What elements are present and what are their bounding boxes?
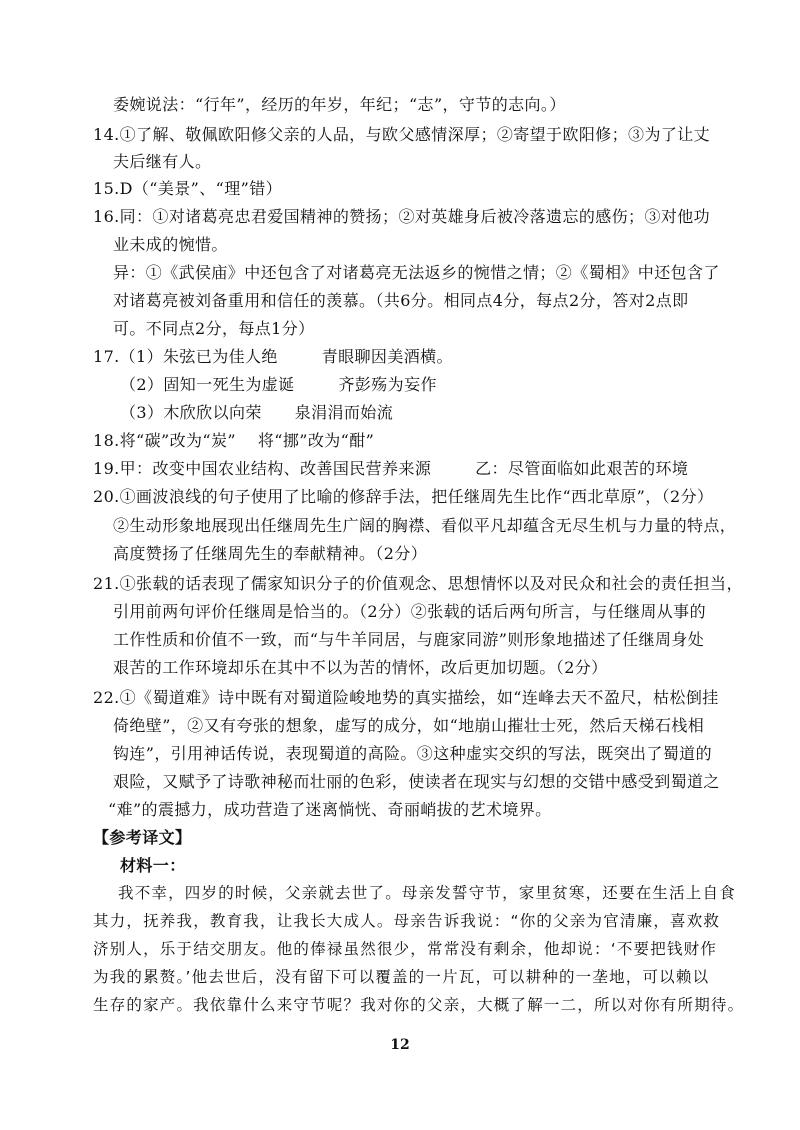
text-line: 夫后继有人。 [113,152,212,171]
item-18-line: 18.将“碳”改为“炭” 将“挪”改为“酣” [93,431,375,450]
item-19-line: 19.甲：改变中国农业结构、改善国民营养来源 乙：尽管面临如此艰苦的环境 [93,459,689,478]
text-line: 可。不同点2分，每点1分） [113,319,315,338]
translation-line: 生存的家产。我依靠什么来守节呢？我对你的父亲，大概了解一二，所以对你有所期待。 [93,996,745,1014]
text-line: 艰苦的工作环境却乐在其中不以为苦的情怀，改后更加切题。（2分） [113,658,608,677]
item-22-line: 22.①《蜀道难》诗中既有对蜀道险峻地势的真实描绘，如“连峰去天不盈尺，枯松倒挂 [93,688,719,707]
text-line: 业未成的惋惜。 [113,235,228,254]
text-line: 对诸葛亮被刘备重用和信任的羡慕。（共6分。相同点4分，每点2分，答对2点即 [113,291,689,310]
item-20-line: 20.①画波浪线的句子使用了比喻的修辞手法，把任继周先生比作“西北草原”，（2分） [93,487,714,506]
material-heading: 材料一： [120,856,186,875]
section-heading: 【参考译文】 [93,828,192,847]
item-14-line: 14.①了解、敬佩欧阳修父亲的人品，与欧父感情深厚；②寄望于欧阳修；③为了让丈 [93,125,711,144]
text-line: （3）木欣欣以向荣 泉涓涓而始流 [120,403,394,422]
text-line: 工作性质和价值不一致，而“与牛羊同居，与鹿家同游”则形象地描述了任继周身处 [113,630,705,649]
translation-line: 济别人，乐于结交朋友。他的俸禄虽然很少，常常没有剩余，他却说：‘不要把钱财作 [93,940,718,958]
item-16-line: 16.同：①对诸葛亮忠君爱国精神的赞扬；②对英雄身后被冷落遗忘的感伤；③对他功 [93,207,711,226]
text-line: 倚绝壁”，②又有夸张的想象，虚写的成分，如“地崩山摧壮士死，然后天梯石栈相 [113,716,705,735]
item-15-line: 15.D（“美景”、“理”错） [93,179,282,198]
text-line: （2）固知一死生为虚诞 齐彭殇为妄作 [120,375,437,394]
text-line: 引用前两句评价任继周是恰当的。（2分）②张载的话后两句所言，与任继周从事的 [113,602,706,621]
text-line: 异：①《武侯庙》中还包含了对诸葛亮无法返乡的惋惜之情；②《蜀相》中还包含了 [113,263,720,282]
text-line: 艰险，又赋予了诗歌神秘而壮丽的色彩，使读者在现实与幻想的交错中感受到蜀道之 [113,772,720,791]
text-line: 委婉说法：“行年”，经历的年岁，年纪；“志”，守节的志向。） [113,95,566,114]
text-line: 高度赞扬了任继周先生的奉献精神。（2分） [113,544,428,563]
item-17-line: 17.（1）朱弦已为佳人绝 青眼聊因美酒横。 [93,347,453,366]
translation-line: 我不幸，四岁的时候，父亲就去世了。母亲发誓守节，家里贫寒，还要在生活上自食 [118,884,736,902]
text-line: 钩连”，引用神话传说，表现蜀道的高险。③这种虚实交织的写法，既突出了蜀道的 [113,744,712,763]
item-21-line: 21.①张载的话表现了儒家知识分子的价值观念、思想情怀以及对民众和社会的责任担当， [93,574,743,593]
text-line: ②生动形象地展现出任继周先生广阔的胸襟、看似平凡却蕴含无尽生机与力量的特点， [113,516,737,535]
page-number: 12 [390,1037,410,1053]
translation-line: 为我的累赘。’他去世后，没有留下可以覆盖的一片瓦，可以耕种的一垄地，可以赖以 [93,968,710,986]
text-line: “难”的震撼力，成功营造了迷离惝恍、奇丽峭拔的艺术境界。 [108,800,552,819]
translation-line: 其力，抚养我，教育我，让我长大成人。母亲告诉我说：“你的父亲为官清廉，喜欢救 [93,912,721,930]
